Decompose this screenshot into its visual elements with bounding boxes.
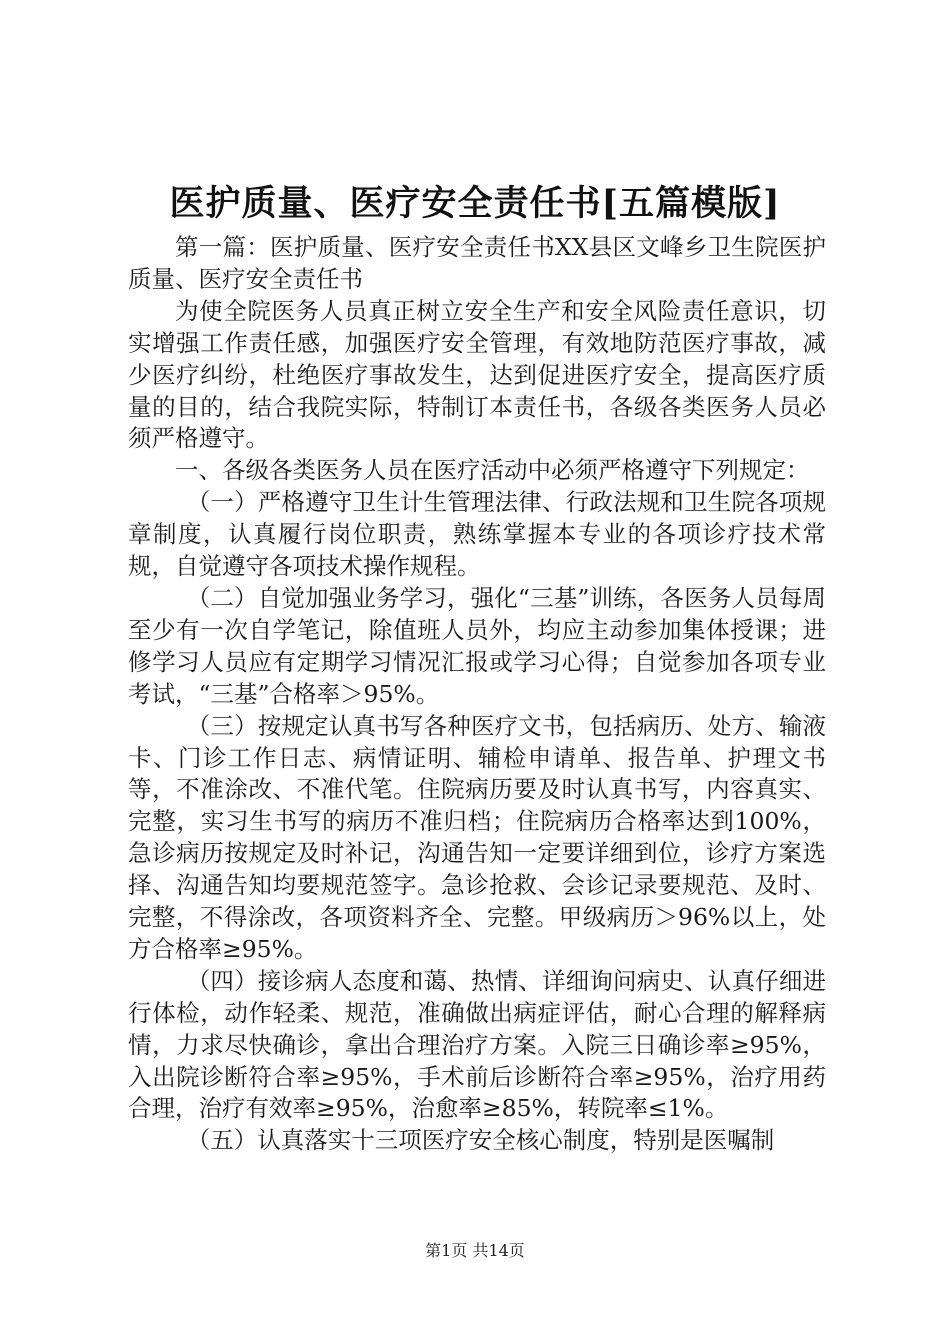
page-footer: 第1页 共14页 (425, 1241, 525, 1260)
paragraph-item-4: （四）接诊病人态度和蔼、热情、详细询问病史、认真仔细进行体检，动作轻柔、规范，准确做出病症评估，耐心合理的解释病情，力求尽快确诊，拿出合理治疗方案。入院三日确诊率≥95%，入出院诊断符合率≥95%，手术前后诊断符合率≥95%，治疗用药合理，治疗有效率≥95%，治愈率≥85%，转院率≤1%。 (128, 966, 826, 1123)
paragraph-item-5: （五）认真落实十三项医疗安全核心制度，特别是医嘱制 (186, 1126, 775, 1155)
paragraph-section-one: 一、各级各类医务人员在医疗活动中必须严格遵守下列规定： (175, 456, 810, 485)
paragraph-item-1: （一）严格遵守卫生计生管理法律、行政法规和卫生院各项规章制度，认真履行岗位职责，熟练掌握本专业的各项诊疗技术常规，自觉遵守各项技术操作规程。 (128, 488, 826, 581)
paragraph-intro: 为使全院医务人员真正树立安全生产和安全风险责任意识，切实增强工作责任感，加强医疗安全管理，有效地防范医疗事故，减少医疗纠纷，杜绝医疗事故发生，达到促进医疗安全，提高医疗质量的目的，结合我院实际，特制订本责任书，各级各类医务人员必须严格遵守。 (128, 296, 826, 453)
paragraph-item-2: （二）自觉加强业务学习，强化“三基”训练，各医务人员每周至少有一次自学笔记，除值班人员外，均应主动参加集体授课；进修学习人员应有定期学习情况汇报或学习心得；自觉参加各项专业考试，“三基”合格率＞95%。 (128, 583, 826, 708)
document-body (128, 232, 826, 1157)
paragraph-chapter-heading: 第一篇：医护质量、医疗安全责任书XX县区文峰乡卫生院医护质量、医疗安全责任书 (128, 233, 826, 293)
paragraph-item-3: （三）按规定认真书写各种医疗文书，包括病历、处方、输液卡、门诊工作日志、病情证明、辅检申请单、报告单、护理文书等，不准涂改、不准代笔。住院病历要及时认真书写，内容真实、完整，实习生书写的病历不准归档；住院病历合格率达到100%，急诊病历按规定及时补记，沟通告知一定要详细到位，诊疗方案选择、沟通告知均要规范签字。急诊抢救、会诊记录要规范、及时、完整，不得涂改，各项资料齐全、完整。甲级病历＞96%以上，处方合格率≥95%。 (128, 711, 826, 963)
document-title: 医护质量、医疗安全责任书[五篇模版] (169, 183, 781, 224)
